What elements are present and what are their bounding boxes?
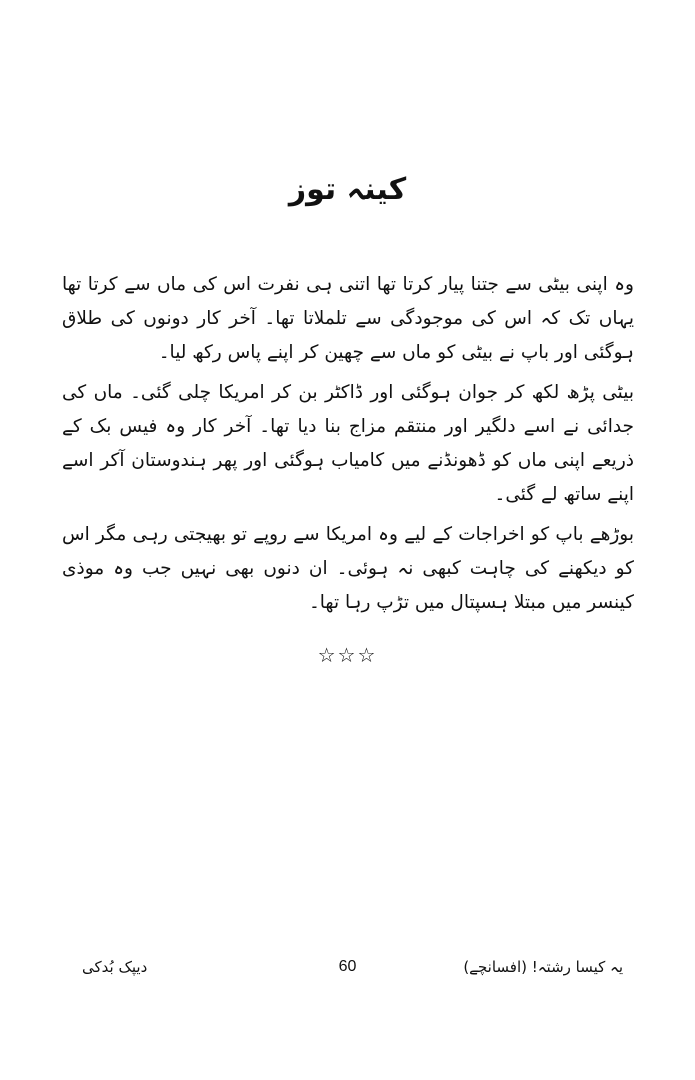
footer-author: دیپک بُدکی — [82, 958, 148, 976]
paragraph: بوڑھے باپ کو اخراجات کے لیے وہ امریکا سے روپے تو بھیجتی رہی مگر اس کو دیکھنے کی چاہت کبھی نہ ہوئی۔ ان دنوں بھی نہیں جب وہ موذی کینسر میں مبتلا ہسپتال میں تڑپ رہا تھا۔ — [62, 524, 634, 613]
paragraph: وہ اپنی بیٹی سے جتنا پیار کرتا تھا اتنی ہی نفرت اس کی ماں سے کرتا تھا یہاں تک کہ اس کی موجودگی سے تلملاتا تھا۔ آخر کار دونوں کی طلاق ہوگئی اور باپ نے بیٹی کو ماں سے چھین کر اپنے پاس رکھ لیا۔ — [62, 274, 634, 363]
footer-page-number: 60 — [338, 958, 357, 975]
paragraph: بیٹی پڑھ لکھ کر جوان ہوگئی اور ڈاکٹر بن کر امریکا چلی گئی۔ ماں کی جدائی نے اسے دلگیر اور منتقم مزاج بنا دیا تھا۔ آخر کار وہ فیس بک کے ذریعے اپنی ماں کو ڈھونڈنے میں کامیاب ہوگئی اور پھر ہندوستان آکر اسے اپنے ساتھ لے گئی۔ — [62, 382, 634, 505]
footer-book-title: یہ کیسا رشتہ! (افسانچے) — [463, 958, 623, 976]
story-body — [62, 268, 634, 626]
star-separator: ☆☆☆ — [317, 643, 378, 667]
page-title: کینہ توز — [288, 172, 407, 207]
